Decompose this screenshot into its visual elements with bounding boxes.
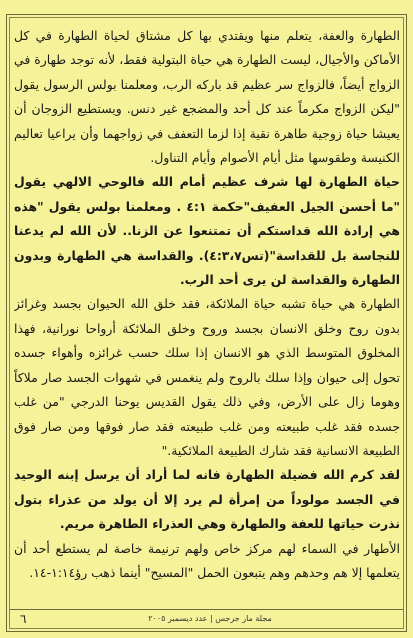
footer-divider	[10, 609, 403, 610]
paragraph-angelic-life: الطهارة هي حياة تشبه حياة الملائكة، فقد خلق الله الحيوان بجسد وغرائز بدون روح وخلق الانسان بجسد وروح وخلق الملائكة أرواحا نورانية، فهذا المخلوق المتوسط الذي هو الانسان إذا سلك حسب غرائزه وأهواء جسده تحول إلى حيوان وإذا سلك بالروح ولم ينغمس في شهوات الجسد صار ملاكاً وهوما زال على الأرض، وفي ذلك يقول القديس يوحنا الدرجي "من غلب جسده فقد غلب طبيعته ومن غلب طبيعته فقد صار فوقها ومن صار فوق الطبيعة الانسانية فقد شارك الطبيعة الملائكية."	[14, 296, 400, 458]
paragraph-virgin-mary: لقد كرم الله فضيلة الطهارة فانه لما أراد أن يرسل إبنه الوحيد في الجسد مولوداً من إمرأة لم يرد إلا أن يولد من عذراء بتول نذرت حياتها للعفة والطهارة وهي العذراء الطاهرة مريم.	[14, 467, 400, 532]
article-body	[14, 24, 400, 596]
paragraph-pure-in-heaven: الأطهار في السماء لهم مركز خاص ولهم ترنيمة خاصة لم يستطع أحد أن يتعلمها إلا هم وحدهم وهم يتبعون الحمل "المسيح" أينما ذهب رؤ١:١٤-١٤.	[14, 540, 400, 580]
page-number: ٦	[20, 612, 27, 626]
paragraph-honor-of-purity: حياة الطهارة لها شرف عظيم أمام الله فالوحي الالهي يقول "ما أحسن الجيل العفيف"حكمة ٤:١ . ومعلمنا بولس يقول "هذه هي إرادة الله قداستكم أن تمتنعوا عن الزنا.. لأن الله لم يدعنا للنجاسة بل للقداسة"(تس٤:٣،٧). والقداسة هي الطهارة وبدون الطهارة والقداسة لن يرى أحد الرب.	[14, 174, 400, 288]
publication-footer: مجلة مار جرجس | عدد ديسمبر ٢٠٠٥	[148, 614, 272, 623]
paragraph-purity-and-marriage: الطهارة والعفة، يتعلم منها ويقتدي بها كل مشتاق لحياة الطهارة في كل الأماكن والأجيال، ليست الطهارة هي حياة البتولية فقط، لأنه توجد طهارة في الزواج أيضاً، فالزواج سر عظيم قد باركه الرب، ومعلمنا بولس الرسول يقول "ليكن الزواج مكرماً عند كل أحد والمضجع غير دنس. ويستطيع الزوجان أن يعيشا حياة زوجية طاهرة نقية إذا لزما التعفف في زواجهما وأن يراعيا تعاليم الكنيسة وطقوسها مثل أيام الأصوام وأيام التناول.	[14, 28, 400, 166]
